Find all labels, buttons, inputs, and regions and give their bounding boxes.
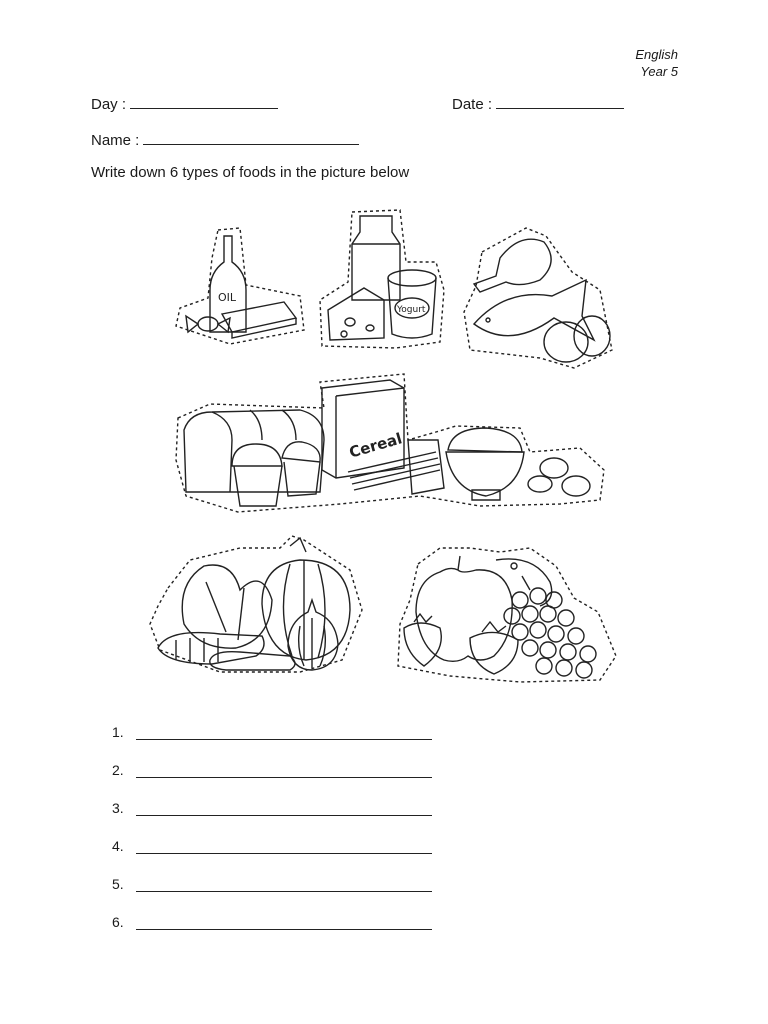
year-label: Year 5 xyxy=(640,64,678,79)
subject-label: English xyxy=(635,47,678,62)
fruits-group xyxy=(398,548,616,682)
oil-label: OIL xyxy=(218,291,237,304)
answer-number: 4. xyxy=(112,838,124,854)
fish-icon xyxy=(474,280,594,340)
grapes-icon xyxy=(504,576,596,678)
answer-row-2 xyxy=(112,758,442,778)
day-label: Day : xyxy=(91,96,127,113)
answer-blank-line[interactable] xyxy=(136,913,432,930)
answer-number: 2. xyxy=(112,762,124,778)
milk-carton-icon xyxy=(352,216,400,300)
answer-row-6 xyxy=(112,910,442,930)
vegetables-group xyxy=(150,536,362,672)
answer-row-3 xyxy=(112,796,442,816)
answer-number: 6. xyxy=(112,914,124,930)
dairy-group xyxy=(320,210,444,348)
answer-number: 5. xyxy=(112,876,124,892)
cereal-label: Cereal xyxy=(347,429,405,462)
instruction-text: Write down 6 types of foods in the picture below xyxy=(91,164,410,181)
protein-group-outline xyxy=(464,228,612,368)
dairy-group-outline xyxy=(320,210,444,348)
grains-group xyxy=(176,374,604,512)
pumpkin-icon xyxy=(262,538,350,660)
chicken-leg-icon xyxy=(474,239,551,292)
name-label: Name : xyxy=(91,132,140,149)
answer-row-5 xyxy=(112,872,442,892)
yogurt-cup-icon xyxy=(388,270,436,338)
orange-icon xyxy=(496,559,552,606)
bread-loaf-icon xyxy=(184,410,324,492)
answer-row-1 xyxy=(112,720,442,740)
answer-number: 1. xyxy=(112,724,124,740)
answer-blank-line[interactable] xyxy=(136,837,432,854)
oil-bottle-icon xyxy=(210,236,246,332)
cheese-icon xyxy=(328,288,384,340)
rice-bowl-icon xyxy=(446,428,524,500)
answer-blank-line[interactable] xyxy=(136,875,432,892)
fats-sweets-group xyxy=(176,228,304,344)
apple-icon xyxy=(416,556,512,661)
answer-blank-line[interactable] xyxy=(136,761,432,778)
answer-blank-line[interactable] xyxy=(136,799,432,816)
muffins-icon xyxy=(232,442,320,506)
yogurt-label: Yogurt xyxy=(397,305,426,315)
answer-row-4 xyxy=(112,834,442,854)
protein-group xyxy=(464,228,612,368)
date-label: Date : xyxy=(452,96,493,113)
strawberry-icon xyxy=(404,614,518,674)
candy-icon xyxy=(186,316,230,332)
answer-number: 3. xyxy=(112,800,124,816)
answer-blank-line[interactable] xyxy=(136,723,432,740)
cereal-box-icon xyxy=(322,380,404,478)
cucumber-icon xyxy=(210,652,295,670)
crackers-icon xyxy=(528,458,590,496)
